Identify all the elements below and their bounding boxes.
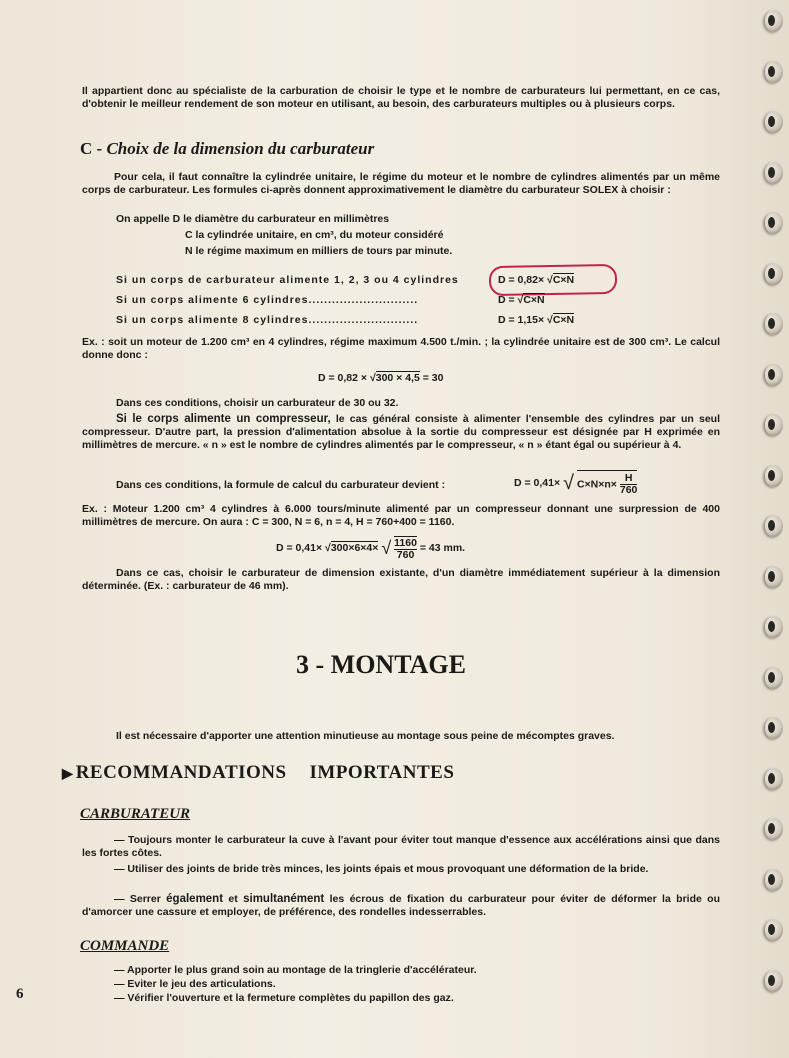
commande-item-2: — Eviter le jeu des articulations.	[114, 978, 276, 990]
binding-ring	[765, 61, 783, 83]
triangle-bullet-icon: ▶	[62, 765, 73, 781]
binding-ring	[765, 970, 783, 992]
binding-ring	[765, 616, 783, 638]
rule-3-text: Si un corps alimente 8 cylindres............................	[116, 314, 419, 326]
commande-item-3: — Vérifier l'ouverture et la fermeture complètes du papillon des gaz.	[114, 992, 454, 1004]
conclusion-2: Dans ce cas, choisir le carburateur de dimension existante, d'un diamètre immédiatement supérieur à la dimension déterminée. (Ex. : carburateur de 46 mm).	[82, 567, 720, 592]
section-c-paragraph: Pour cela, il faut connaître la cylindrée unitaire, le régime du moteur et le nombre de cylindres alimentés par un même corps de carburateur. Les formules ci-après donnent approximativement le diamètre du carburateur SOLEX à choisir :	[82, 171, 720, 196]
binding-ring	[765, 364, 783, 386]
binding-ring	[765, 111, 783, 133]
rule-1-formula: D = 0,82× √C×N	[498, 274, 575, 286]
montage-title: 3 - MONTAGE	[296, 650, 466, 679]
example-2: Ex. : Moteur 1.200 cm³ 4 cylindres à 6.000 tours/minute alimenté par un compresseur donnant une surpression de 400 millimètres de mercure. On aura : C = 300, N = 6, n = 4, H = 760+400 = 1160.	[82, 503, 720, 528]
compressor-paragraph: Si le corps alimente un compresseur, le cas général consiste à alimenter l'ensemble des cylindres par un seul compresseur. D'autre part, la pression d'alimentation absolue à la sortie du compresseur est désignée par H exprimée en millimètres de mercure. « n » est le nombre de cylindres alimentés par le compresseur, « n » étant égal ou supérieur à 4.	[82, 413, 720, 451]
definition-c: C la cylindrée unitaire, en cm³, du moteur considéré	[185, 229, 444, 241]
carburateur-item-1: — Toujours monter le carburateur la cuve à l'avant pour éviter tout manque d'essence aux accélérations ainsi que dans les fortes côtes.	[82, 834, 720, 859]
binding-ring	[765, 465, 783, 487]
compressor-formula: D = 0,41× √ C×N×n× $\frac{H}{760}$	[514, 471, 638, 496]
binding-ring	[765, 818, 783, 840]
page-number: 6	[16, 986, 24, 1002]
binding-ring	[765, 768, 783, 790]
binding-ring	[765, 566, 783, 588]
conclusion-1: Dans ces conditions, choisir un carburateur de 30 ou 32.	[116, 397, 399, 409]
rule-2-text: Si un corps alimente 6 cylindres............................	[116, 294, 419, 306]
compressor-formula-intro: Dans ces conditions, la formule de calcul du carburateur devient :	[116, 479, 446, 491]
handwritten-circle-annotation	[489, 264, 618, 296]
binding-ring	[765, 919, 783, 941]
example-1: Ex. : soit un moteur de 1.200 cm³ en 4 cylindres, régime maximum 4.500 t./min. ; la cylindrée unitaire est de 300 cm³. Le calcul donne donc :	[82, 336, 720, 361]
rule-2-formula: D = √C×N	[498, 294, 545, 306]
carburateur-item-2: — Utiliser des joints de bride très minces, les joints épais et mous provoquant une déformation de la bride.	[114, 863, 649, 875]
montage-intro: Il est nécessaire d'apporter une attention minutieuse au montage sous peine de mécomptes graves.	[116, 730, 615, 742]
binding-ring	[765, 717, 783, 739]
carburateur-heading: CARBURATEUR	[80, 806, 191, 822]
definition-n: N le régime maximum en milliers de tours par minute.	[185, 245, 453, 257]
binding-ring	[765, 414, 783, 436]
binding-ring	[765, 10, 783, 32]
commande-heading: COMMANDE	[80, 938, 170, 954]
commande-item-1: — Apporter le plus grand soin au montage de la tringlerie d'accélérateur.	[114, 964, 477, 976]
binding-ring	[765, 313, 783, 335]
definition-d: On appelle D le diamètre du carburateur en millimètres	[116, 213, 390, 225]
example-1-formula: D = 0,82 × √300 × 4,5 = 30	[318, 372, 444, 384]
spiral-binding	[749, 0, 789, 1058]
recommendations-heading: ▶ RECOMMANDATIONS IMPORTANTES	[62, 762, 455, 783]
binding-ring	[765, 667, 783, 689]
intro-paragraph: Il appartient donc au spécialiste de la carburation de choisir le type et le nombre de carburateurs lui permettant, en ce cas, d'obtenir le meilleur rendement de son moteur en utilisant, au besoin, des carburateurs multiples ou à plusieurs corps.	[82, 85, 720, 110]
binding-ring	[765, 263, 783, 285]
rule-1-text: Si un corps de carburateur alimente 1, 2, 3 ou 4 cylindres	[116, 274, 459, 286]
binding-ring	[765, 515, 783, 537]
example-2-formula: D = 0,41× √300×6×4× √ $\frac{1160}{760}$ = 43 mm.	[276, 537, 466, 561]
binding-ring	[765, 162, 783, 184]
section-c-heading: C - Choix de la dimension du carburateur	[80, 139, 375, 158]
rule-3-formula: D = 1,15× √C×N	[498, 314, 575, 326]
binding-ring	[765, 869, 783, 891]
carburateur-item-3: — Serrer également et simultanément les écrous de fixation du carburateur pour éviter de déformer la bride ou d'amorcer une cassure et employer, de préférence, des rondelles indesserrables.	[82, 893, 721, 918]
binding-ring	[765, 212, 783, 234]
